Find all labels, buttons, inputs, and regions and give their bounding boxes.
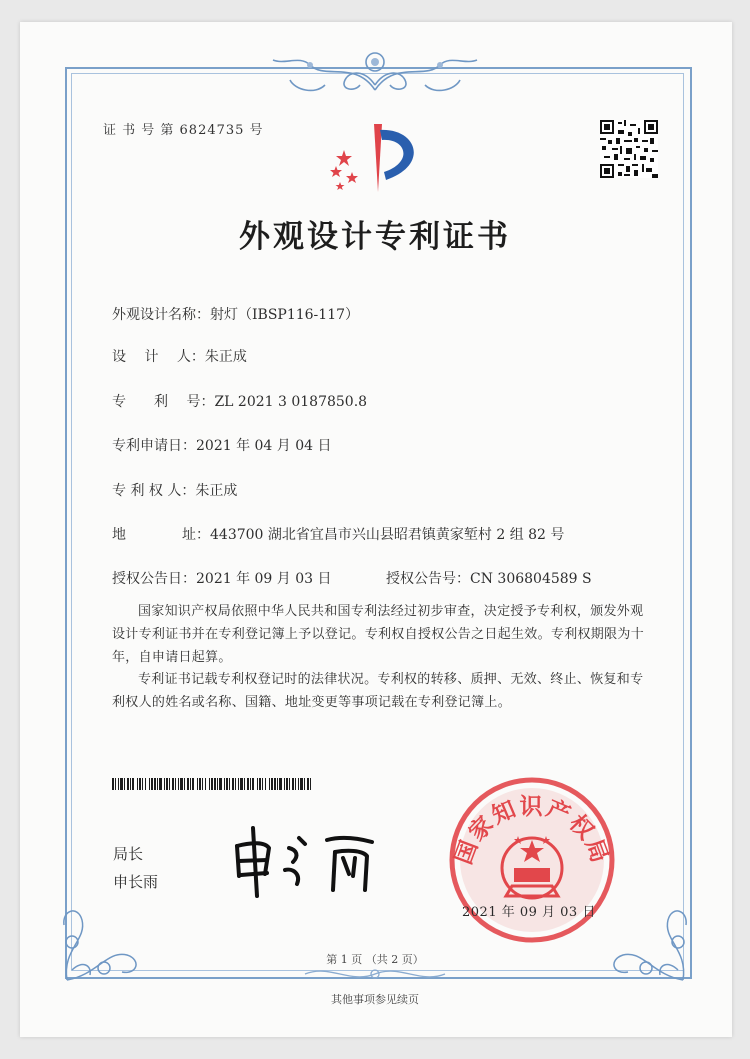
patentee-value: 朱正成 xyxy=(195,483,238,499)
certificate-number: 证 书 号 第 6824735 号 xyxy=(103,123,264,138)
top-ornament xyxy=(265,40,485,100)
seal-date: 2021 年 09 月 03 日 xyxy=(462,905,596,920)
address-value: 443700 湖北省宜昌市兴山县昭君镇黄家堑村 2 组 82 号 xyxy=(210,527,565,543)
director-name: 申长雨 xyxy=(113,873,159,891)
notice-paragraph-1: 国家知识产权局依照中华人民共和国专利法经过初步审查，决定授予专利权，颁发外观设计专利证书并在专利登记簿上予以登记。专利权自授权公告之日起生效。专利权期限为十年，自申请日起算。 xyxy=(112,604,645,665)
footer-note: 其他事项参见续页 xyxy=(331,993,419,1006)
patent-number-field xyxy=(112,391,367,411)
grant-number-field xyxy=(386,568,592,588)
grant-date-field xyxy=(112,568,332,588)
grant-date-value: 2021 年 09 月 03 日 xyxy=(196,571,332,587)
designer-label: 设 计 人： xyxy=(112,349,205,365)
seal-text: 国家知识产权局 xyxy=(450,793,614,869)
director-title: 局长 xyxy=(113,845,144,863)
director-signature xyxy=(227,818,387,898)
grant-number-value: CN 306804589 S xyxy=(470,571,592,587)
design-name-field xyxy=(112,304,359,324)
patent-logo-icon xyxy=(322,120,434,198)
bottom-left-ornament xyxy=(42,880,152,990)
notice-paragraph-2: 专利证书记载专利权登记时的法律状况。专利权的转移、质押、无效、终止、恢复和专利权人的姓名或名称、国籍、地址变更等事项记载在专利登记簿上。 xyxy=(112,672,644,710)
address-label: 地 址： xyxy=(112,527,210,543)
barcode xyxy=(112,778,314,790)
designer-value: 朱正成 xyxy=(204,349,247,365)
patentee-label: 专 利 权 人： xyxy=(112,483,196,499)
grant-number-label: 授权公告号： xyxy=(386,571,470,587)
address-field xyxy=(112,524,564,544)
patent-number-label: 专 利 号： xyxy=(112,394,215,410)
filing-date-field xyxy=(112,435,332,455)
filing-date-label: 专利申请日： xyxy=(112,438,196,454)
page-number: 第 1 页 （共 2 页） xyxy=(326,953,424,966)
design-name-value: 射灯（IBSP116-117） xyxy=(210,307,360,323)
patent-number-value: ZL 2021 3 0187850.8 xyxy=(214,394,368,410)
design-name-label: 外观设计名称： xyxy=(112,307,210,323)
designer-field xyxy=(112,346,247,366)
certificate-title: 外观设计专利证书 xyxy=(239,219,511,255)
qr-code-icon xyxy=(600,120,658,178)
filing-date-value: 2021 年 04 月 04 日 xyxy=(196,438,332,454)
patentee-field xyxy=(112,480,237,500)
grant-date-label: 授权公告日： xyxy=(112,571,196,587)
